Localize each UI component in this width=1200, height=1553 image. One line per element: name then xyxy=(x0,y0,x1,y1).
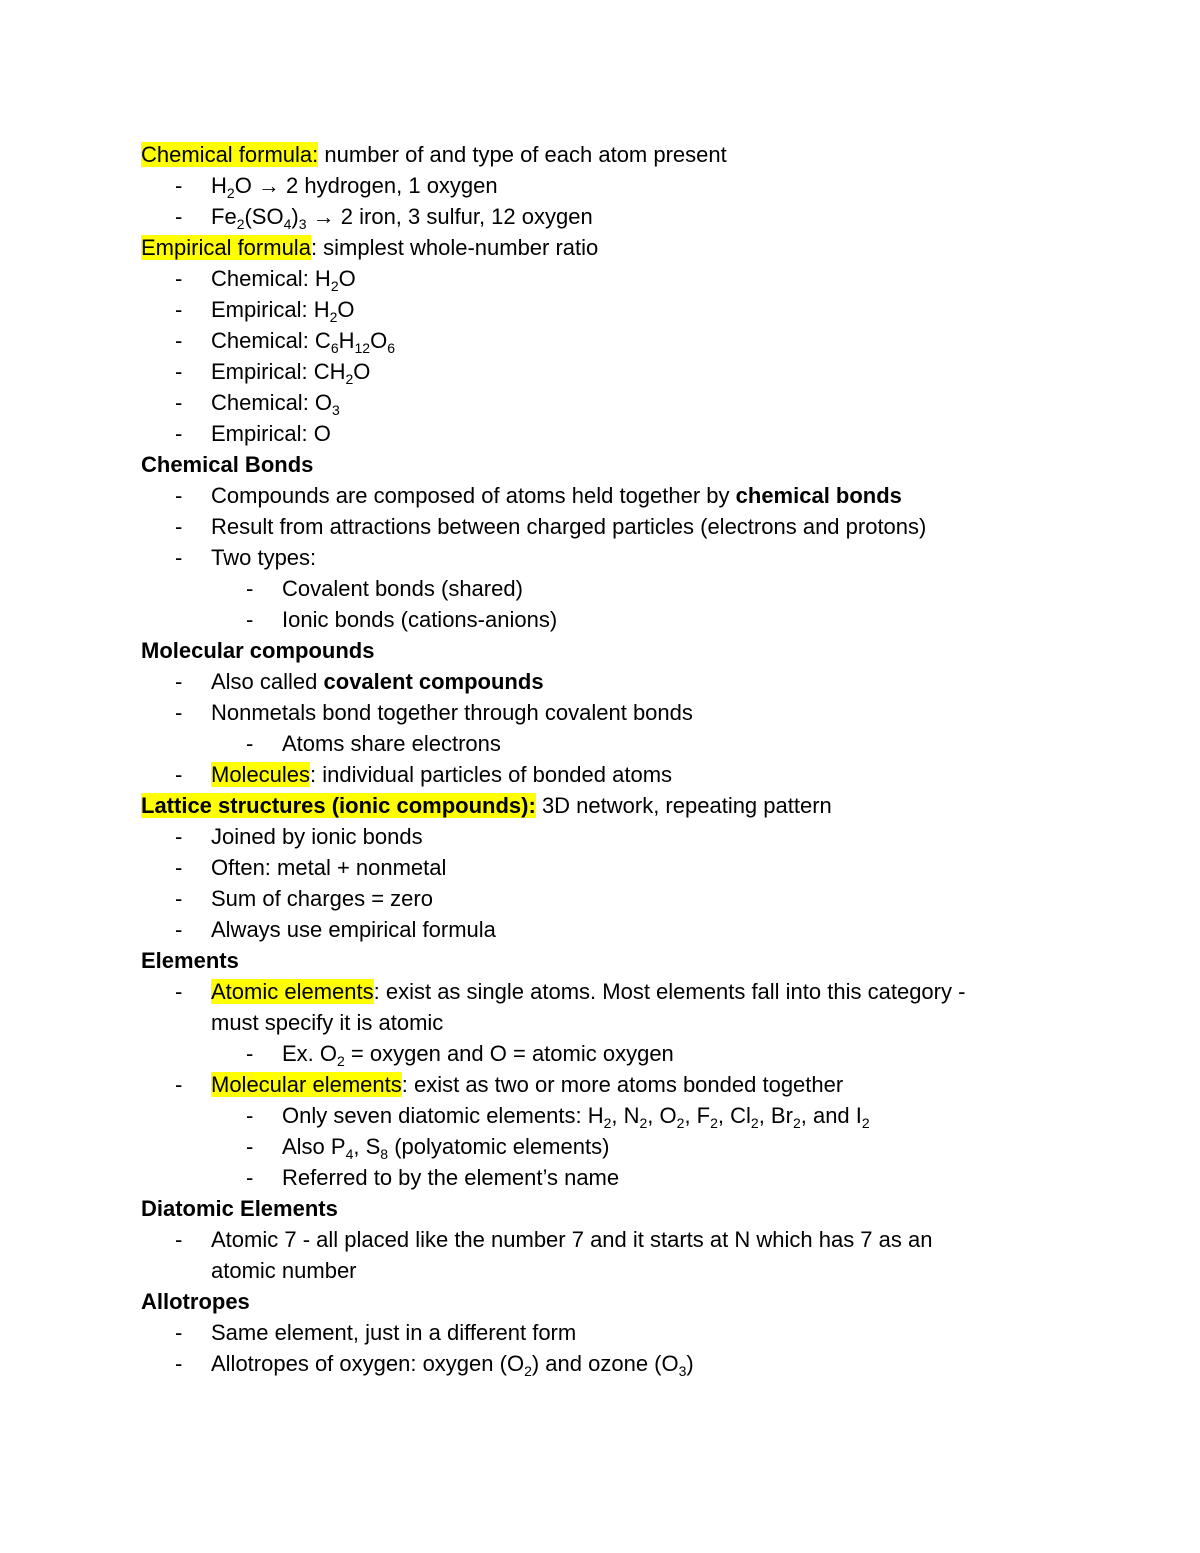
list-item xyxy=(141,666,1041,697)
list-item xyxy=(141,294,1041,325)
formula-text: H xyxy=(338,328,355,353)
list-item-text: : exist as single atoms. Most elements fall into this category - xyxy=(373,979,966,1004)
bullet-dash: - xyxy=(175,545,183,570)
bullet-dash: - xyxy=(175,483,183,508)
arrow-icon: → xyxy=(257,173,280,198)
list-item xyxy=(141,201,1041,232)
list-item-text: Only seven diatomic elements: H xyxy=(282,1103,604,1128)
subscript: 3 xyxy=(298,216,307,232)
list-item-text: Empirical: xyxy=(211,359,314,384)
list-item-text: Chemical: xyxy=(211,328,315,353)
subscript: 12 xyxy=(354,340,371,356)
formula-text: H xyxy=(313,297,330,322)
sub-list-item xyxy=(141,573,1041,604)
list-item-text: Nonmetals bond together through covalent bonds xyxy=(211,700,693,725)
empirical-formula-line xyxy=(141,232,1041,263)
bullet-dash: - xyxy=(246,1165,254,1190)
list-item xyxy=(141,263,1041,294)
bold-term: chemical bonds xyxy=(735,483,902,508)
subscript: 2 xyxy=(750,1115,759,1131)
formula-text: O xyxy=(313,421,331,446)
sub-list-item xyxy=(141,604,1041,635)
bullet-dash: - xyxy=(246,731,254,756)
list-item-text: Compounds are composed of atoms held together by xyxy=(211,483,736,508)
bullet-dash: - xyxy=(175,390,183,415)
formula-text: O xyxy=(370,328,388,353)
sub-list-item xyxy=(141,1100,1041,1131)
subscript: 4 xyxy=(345,1146,354,1162)
bullet-dash: - xyxy=(175,204,183,229)
list-item-text: Covalent bonds (shared) xyxy=(282,576,523,601)
list-item-text: Sum of charges = zero xyxy=(211,886,433,911)
highlighted-term: Empirical formula xyxy=(141,235,311,260)
list-item-text: Chemical: xyxy=(211,390,315,415)
list-item-continuation xyxy=(141,1255,1041,1286)
subscript: 2 xyxy=(226,185,235,201)
list-item-text: Atoms share electrons xyxy=(282,731,501,756)
list-item-text: Result from attractions between charged particles (electrons and protons) xyxy=(211,514,927,539)
definition-text: : simplest whole-number ratio xyxy=(310,235,599,260)
bullet-dash: - xyxy=(246,576,254,601)
formula-text: Fe xyxy=(211,204,237,229)
list-item-text: , Br xyxy=(758,1103,793,1128)
bullet-dash: - xyxy=(175,297,183,322)
list-item-text: Same element, just in a different form xyxy=(211,1320,577,1345)
list-item-text: Two types: xyxy=(211,545,317,570)
definition-text: number of and type of each atom present xyxy=(318,142,727,167)
bullet-dash: - xyxy=(246,1103,254,1128)
list-item xyxy=(141,821,1041,852)
bullet-dash: - xyxy=(175,266,183,291)
subscript: 4 xyxy=(283,216,292,232)
subscript: 2 xyxy=(792,1115,801,1131)
list-item xyxy=(141,325,1041,356)
list-item xyxy=(141,976,1041,1007)
list-item-text: 2 hydrogen, 1 oxygen xyxy=(279,173,498,198)
list-item xyxy=(141,759,1041,790)
list-item-text: Chemical: xyxy=(211,266,315,291)
list-item-text: = oxygen and O = atomic oxygen xyxy=(344,1041,674,1066)
list-item-text: Referred to by the element’s name xyxy=(282,1165,620,1190)
list-item xyxy=(141,418,1041,449)
section-heading: Diatomic Elements xyxy=(141,1196,338,1221)
formula-text: O xyxy=(338,266,356,291)
sub-list-item xyxy=(141,1038,1041,1069)
list-item xyxy=(141,170,1041,201)
formula-text: O xyxy=(314,390,333,415)
list-item xyxy=(141,480,1041,511)
list-item xyxy=(141,387,1041,418)
subscript: 2 xyxy=(524,1363,532,1379)
subscript: 3 xyxy=(678,1363,687,1379)
formula-text: O xyxy=(337,297,355,322)
bullet-dash: - xyxy=(246,1134,254,1159)
bold-term: covalent compounds xyxy=(323,669,544,694)
bullet-dash: - xyxy=(175,917,183,942)
bullet-dash: - xyxy=(175,886,183,911)
list-item-text: Allotropes of oxygen: oxygen (O xyxy=(211,1351,525,1376)
formula-text: ) xyxy=(291,204,299,229)
highlighted-term: Molecules xyxy=(211,762,311,787)
bullet-dash: - xyxy=(175,1227,183,1252)
bullet-dash: - xyxy=(175,1072,183,1097)
sub-list-item xyxy=(141,1131,1041,1162)
subscript: 2 xyxy=(337,1053,345,1069)
bullet-dash: - xyxy=(175,700,183,725)
bullet-dash: - xyxy=(246,1041,254,1066)
list-item xyxy=(141,542,1041,573)
bullet-dash: - xyxy=(175,979,183,1004)
highlighted-term: Lattice structures (ionic compounds): xyxy=(141,793,536,818)
section-heading: Chemical Bonds xyxy=(141,452,314,477)
subscript: 6 xyxy=(330,340,339,356)
section-heading: Molecular compounds xyxy=(141,638,375,663)
bullet-dash: - xyxy=(175,762,183,787)
list-item xyxy=(141,1224,1041,1255)
subscript: 2 xyxy=(329,309,338,325)
formula-text: O xyxy=(234,173,258,198)
highlighted-term: Chemical formula: xyxy=(141,142,319,167)
subscript: 2 xyxy=(861,1115,870,1131)
list-item xyxy=(141,914,1041,945)
list-item-text: (polyatomic elements) xyxy=(388,1134,610,1159)
bullet-dash: - xyxy=(175,514,183,539)
subscript: 8 xyxy=(380,1146,389,1162)
notes-content xyxy=(141,139,1041,1379)
list-item xyxy=(141,356,1041,387)
list-item-text: , F xyxy=(684,1103,711,1128)
arrow-icon: → xyxy=(312,204,335,229)
subscript: 3 xyxy=(332,402,340,418)
section-heading: Allotropes xyxy=(141,1289,250,1314)
list-item-text: : exist as two or more atoms bonded together xyxy=(401,1072,844,1097)
formula-text: H xyxy=(211,173,227,198)
list-item-text: Ionic bonds (cations-anions) xyxy=(282,607,558,632)
bullet-dash: - xyxy=(175,1320,183,1345)
list-item-text: Joined by ionic bonds xyxy=(211,824,423,849)
bullet-dash: - xyxy=(175,669,183,694)
list-item-text: , O xyxy=(647,1103,677,1128)
highlighted-term: Atomic elements xyxy=(211,979,374,1004)
bullet-dash: - xyxy=(246,607,254,632)
list-item-text: Also P xyxy=(282,1134,346,1159)
list-item-text: , and I xyxy=(800,1103,862,1128)
list-item xyxy=(141,852,1041,883)
bullet-dash: - xyxy=(175,1351,183,1376)
formula-text: C xyxy=(314,328,331,353)
subscript: 2 xyxy=(603,1115,612,1131)
formula-text: O xyxy=(353,359,371,384)
list-item-text: Empirical: xyxy=(211,297,314,322)
list-item-text: Always use empirical formula xyxy=(211,917,496,942)
list-item-text: Also called xyxy=(211,669,324,694)
list-item-text: Often: metal + nonmetal xyxy=(211,855,447,880)
list-item xyxy=(141,883,1041,914)
chemical-formula-line xyxy=(141,139,1041,170)
bullet-dash: - xyxy=(175,824,183,849)
subscript: 2 xyxy=(676,1115,685,1131)
bullet-dash: - xyxy=(175,421,183,446)
subscript: 2 xyxy=(639,1115,648,1131)
formula-text: H xyxy=(314,266,331,291)
highlighted-term: Molecular elements xyxy=(211,1072,402,1097)
list-item-text: atomic number xyxy=(211,1258,357,1283)
list-item-text: 2 iron, 3 sulfur, 12 oxygen xyxy=(334,204,593,229)
list-item-text: Ex. O xyxy=(282,1041,338,1066)
subscript: 2 xyxy=(345,371,354,387)
list-item xyxy=(141,697,1041,728)
subscript: 6 xyxy=(387,340,395,356)
list-item-continuation xyxy=(141,1007,1041,1038)
list-item-text: , N xyxy=(611,1103,640,1128)
list-item-text: , S xyxy=(353,1134,381,1159)
sub-list-item xyxy=(141,728,1041,759)
list-item-text: , Cl xyxy=(717,1103,751,1128)
list-item-text: Empirical: xyxy=(211,421,314,446)
list-item-text: Atomic 7 - all placed like the number 7 and it starts at N which has 7 as an xyxy=(211,1227,933,1252)
list-item xyxy=(141,1348,1041,1379)
list-item-text: : individual particles of bonded atoms xyxy=(310,762,673,787)
definition-text: 3D network, repeating pattern xyxy=(535,793,832,818)
subscript: 2 xyxy=(330,278,339,294)
list-item xyxy=(141,1069,1041,1100)
section-heading: Elements xyxy=(141,948,239,973)
lattice-line xyxy=(141,790,1041,821)
formula-text: (SO xyxy=(244,204,284,229)
list-item xyxy=(141,511,1041,542)
subscript: 2 xyxy=(236,216,245,232)
subscript: 2 xyxy=(710,1115,718,1131)
sub-list-item xyxy=(141,1162,1041,1193)
list-item-text: ) xyxy=(686,1351,694,1376)
list-item xyxy=(141,1317,1041,1348)
bullet-dash: - xyxy=(175,328,183,353)
formula-text: CH xyxy=(313,359,346,384)
bullet-dash: - xyxy=(175,855,183,880)
bullet-dash: - xyxy=(175,173,183,198)
bullet-dash: - xyxy=(175,359,183,384)
list-item-text: ) and ozone (O xyxy=(531,1351,679,1376)
list-item-text: must specify it is atomic xyxy=(211,1010,444,1035)
